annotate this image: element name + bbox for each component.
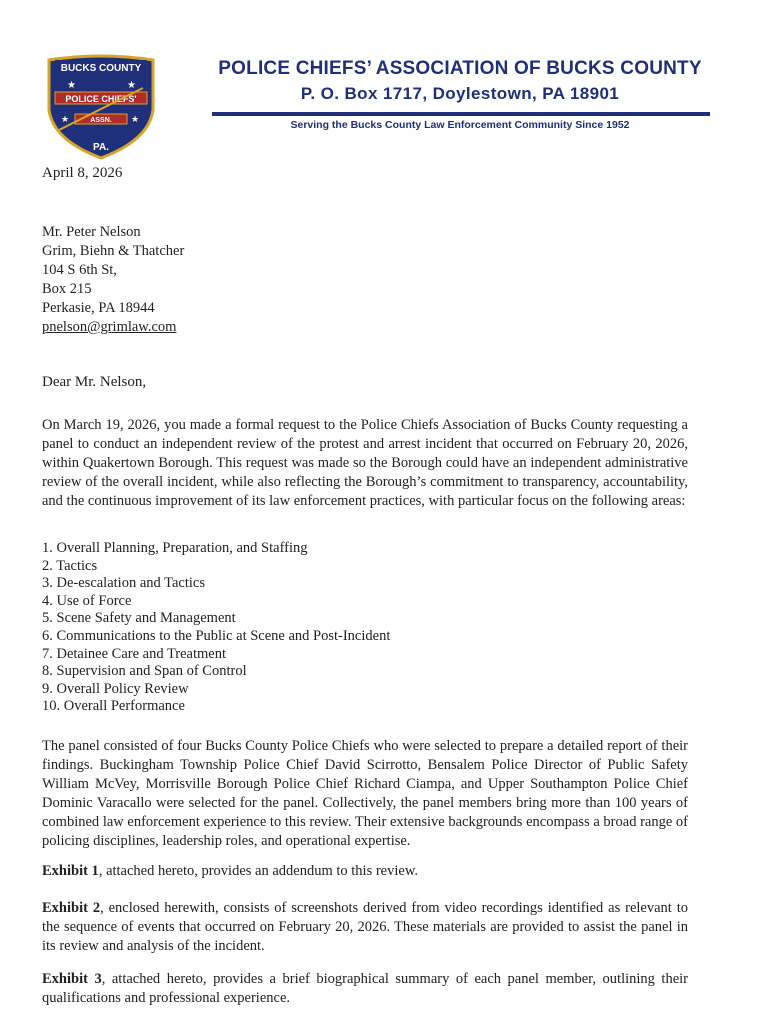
recipient-address-block [42,223,184,337]
exhibit-1-text: , attached hereto, provides an addendum to this review. [98,863,418,879]
list-item: 9. Overall Policy Review [42,680,189,697]
star-icon: ★ [127,80,136,91]
panel-paragraph: The panel consisted of four Bucks County Police Chiefs who were selected to prepare a detailed report of their findings. Buckingham Township Police Chief David Scirrotto, Bensalem Police Director of Public Safety William McVey, Morrisville Borough Police Chief Richard Ciampa, and Upper Southampton Police Chief Dominic Varacallo were selected for the panel. Collectively, the panel members bring more than 100 years of combined law enforcement experience to this review. Their extensive backgrounds encompass a broad range of policing disciplines, leadership roles, and operational expertise. [42,738,688,849]
list-item: 8. Supervision and Span of Control [42,663,247,680]
letterhead-tagline: Serving the Bucks County Law Enforcement Community Since 1952 [290,119,630,131]
bucks-county-police-chiefs-badge [45,52,157,160]
letterhead-title: POLICE CHIEFS’ ASSOCIATION OF BUCKS COUNTY [218,58,702,79]
review-areas-list [42,540,390,716]
exhibit-2-paragraph [42,899,688,956]
exhibit-2-label: Exhibit 2 [42,900,101,916]
exhibit-3-paragraph [42,970,688,1008]
list-item: 1. Overall Planning, Preparation, and Staffing [42,540,308,556]
list-item: 2. Tactics [42,557,98,574]
list-item: 3. De-escalation and Tactics [42,575,205,592]
exhibit-2-text: , enclosed herewith, consists of screenshots derived from video recordings identified as relevant to the sequence of events that occurred on February 20, 2026. These materials are provided to assist the panel in its review and analysis of the incident. [42,900,689,954]
recipient-box: Box 215 [42,281,92,297]
star-icon: ★ [131,114,140,124]
exhibit-1-paragraph [42,862,688,881]
recipient-city: Perkasie, PA 18944 [42,300,155,316]
list-item: 6. Communications to the Public at Scene and Post-Incident [42,627,391,644]
badge-bottom-text: PA. [93,142,109,153]
list-item: 5. Scene Safety and Management [42,610,236,627]
letter-date: April 8, 2026 [42,165,123,181]
recipient-street: 104 S 6th St, [42,262,117,278]
star-icon: ★ [67,80,76,91]
star-icon: ★ [61,114,70,124]
recipient-email-link[interactable]: pnelson@grimlaw.com [42,319,177,335]
badge-top-text: BUCKS COUNTY [60,63,142,74]
badge-assn-text: ASSN. [90,117,112,124]
recipient-firm: Grim, Biehn & Thatcher [42,243,185,259]
list-item: 4. Use of Force [42,592,132,609]
recipient-name: Mr. Peter Nelson [42,224,141,240]
letterhead-divider [212,112,710,116]
exhibit-1-label: Exhibit 1 [42,863,99,879]
exhibit-3-label: Exhibit 3 [42,971,102,987]
list-item: 10. Overall Performance [42,698,185,715]
salutation: Dear Mr. Nelson, [42,374,147,390]
exhibit-3-text: , attached hereto, provides a brief biographical summary of each panel member, outlining their qualifications and professional experience. [42,971,689,1006]
list-item: 7. Detainee Care and Treatment [42,645,227,662]
intro-paragraph: On March 19, 2026, you made a formal request to the Police Chiefs Association of Bucks County requesting a panel to conduct an independent review of the protest and arrest incident that occurred on February 20, 2026, within Quakertown Borough. This request was made so the Borough could have an independent administrative review of the overall incident, while also reflecting the Borough’s commitment to transparency, accountability, and the continuous improvement of its law enforcement practices, with particular focus on the following areas: [42,417,688,509]
letterhead-address: P. O. Box 1717, Doylestown, PA 18901 [300,84,620,103]
badge-banner-text: POLICE CHIEFS' [65,94,137,104]
